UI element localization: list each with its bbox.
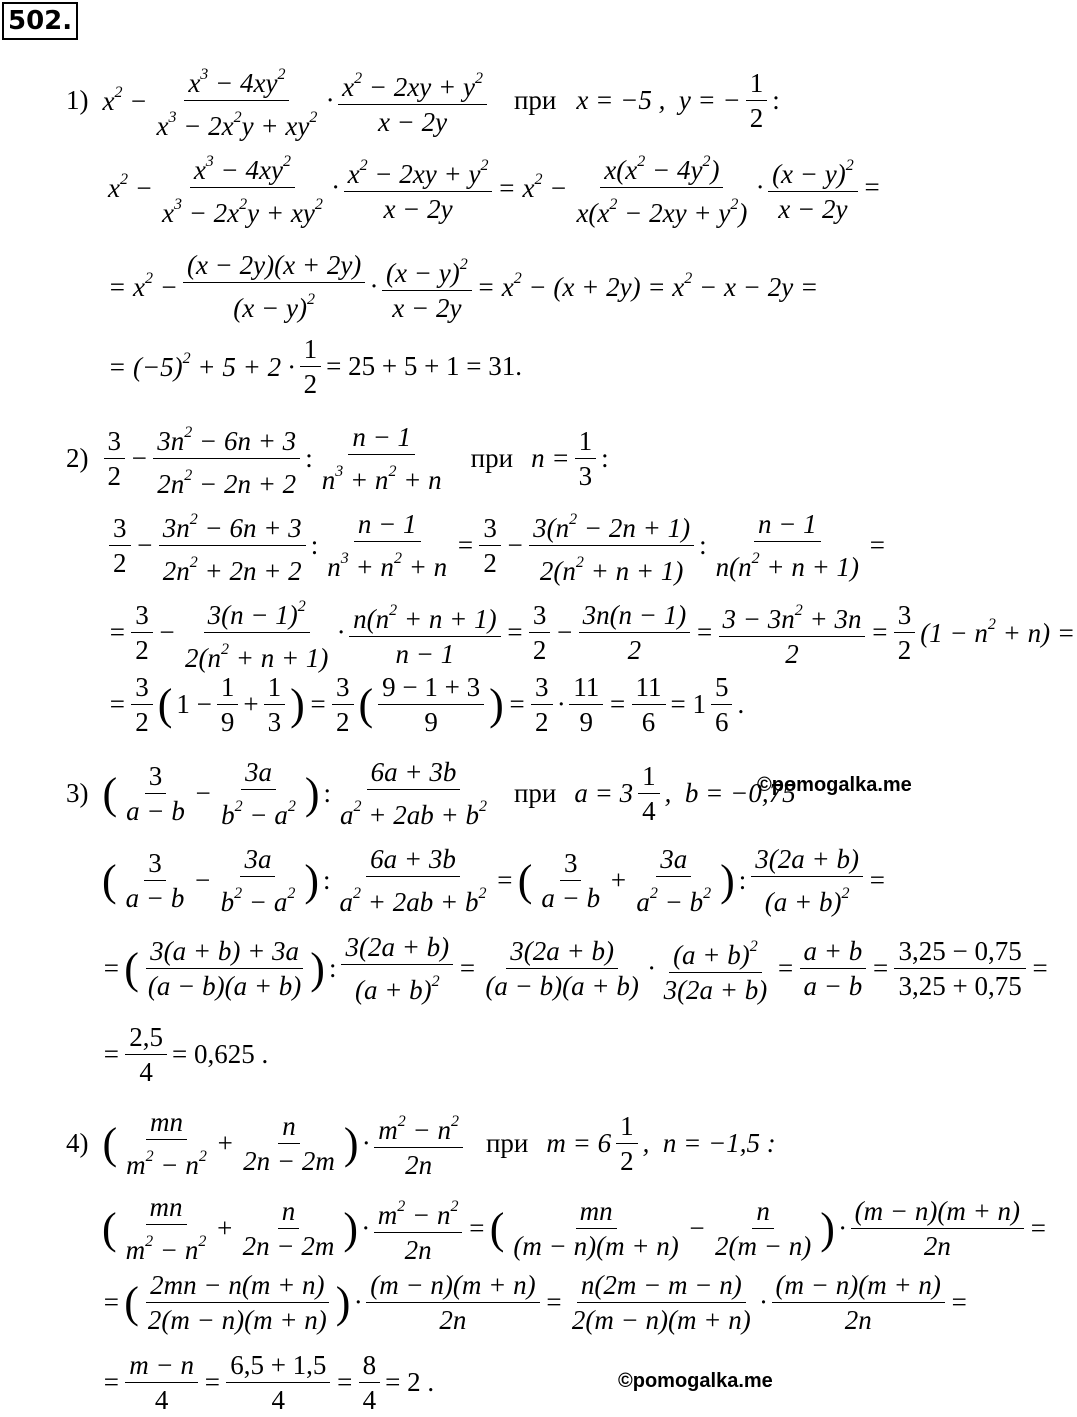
task-4-answer: = $\frac{m - n}{4}$ = $\frac{6,5 + 1,5}{4}$ = $\frac{8}{4}$ = 2 .	[102, 1350, 435, 1415]
task-4-step-1: ( $\frac{mn}{m^2 - n^2}$ + $\frac{n}{2n - 2m}$ ) · $\frac{m^2 - n^2}{2n}$ = ( $\frac{mn}{(m - n)(m + n)}$ − $\frac{n}{2(m - n)}$ ) · $\frac{(m - n)(m + n)}{2n}$ =	[102, 1192, 1048, 1265]
task-4-step-2: = ( $\frac{2mn - n(m + n)}{2(m - n)(m + n)}$ ) · $\frac{(m - n)(m + n)}{2n}$ = $\frac{n(2m - m - n)}{2(m - n)(m + n)}$ · $\frac{(m - n)(m + n)}{2n}$ =	[102, 1270, 969, 1335]
task-2-step-1: $\frac{3}{2}$ − $\frac{3n^2 - 6n + 3}{2n^2 + 2n + 2}$ : $\frac{n - 1}{n^3 + n^2 + n}$ = $\frac{3}{2}$ − $\frac{3(n^2 - 2n + 1)}{2(n^2 + n + 1)}$ : $\frac{n - 1}{n(n^2 + n + 1)}$ =	[106, 503, 888, 588]
word-when: при	[513, 85, 557, 115]
task-3-statement: 3) ( $\frac{3}{a - b}$ − $\frac{3a}{b^2 - a^2}$ ) : $\frac{6a + 3b}{a^2 + 2ab + b^2}$ при a = 3 $\frac{1}{4}$ , b = −0,75	[66, 757, 796, 830]
word-when: при	[485, 1128, 529, 1158]
task-1-answer: = $(-5)^2 + 5 + 2$ · $\frac{1}{2}$ = 25 + 5 + 1 = 31.	[108, 334, 523, 399]
part-label-3: 3)	[66, 778, 89, 808]
task-1-step-1: $x^2$ − $\frac{x^3 - 4xy^2}{x^3 - 2x^2y + xy^2}$ · $\frac{x^2 - 2xy + y^2}{x - 2y}$ = $x^2$ − $\frac{x(x^2 - 4y^2)}{x(x^2 - 2xy + y^2)}$ · $\frac{(x - y)^2}{x - 2y}$ =	[106, 145, 883, 230]
problem-number: 502.	[2, 2, 78, 40]
task-2-answer: = $\frac{3}{2}$ ( 1 − $\frac{1}{9}$ + $\frac{1}{3}$ ) = $\frac{3}{2}$ ( $\frac{9 - 1 + 3}{9}$ ) = $\frac{3}{2}$ · $\frac{11}{9}$ = $\frac{11}{6}$ = 1 $\frac{5}{6}$ .	[108, 672, 745, 737]
watermark: ©pomogalka.me	[618, 1370, 773, 1392]
task-3-step-1: ( $\frac{3}{a - b}$ − $\frac{3a}{b^2 - a^2}$ ) : $\frac{6a + 3b}{a^2 + 2ab + b^2}$ = ( $\frac{3}{a - b}$ + $\frac{3a}{a^2 - b^2}$ ) : $\frac{3(2a + b)}{(a + b)^2}$ =	[102, 844, 887, 917]
part-label-4: 4)	[66, 1128, 89, 1158]
word-when: при	[513, 778, 557, 808]
task-2-statement: 2) $\frac{3}{2}$ − $\frac{3n^2 - 6n + 3}{2n^2 - 2n + 2}$ : $\frac{n - 1}{n^3 + n^2 + n}$ при n = $\frac{1}{3}$ :	[66, 416, 611, 501]
task-3-step-2: = ( $\frac{3(a + b) + 3a}{(a - b)(a + b)}$ ) : $\frac{3(2a + b)}{(a + b)^2}$ = $\frac{3(2a + b)}{(a - b)(a + b)}$ · $\frac{(a + b)^2}{3(2a + b)}$ = $\frac{a + b}{a - b}$ = $\frac{3,25 - 0,75}{3,25 + 0,75}$ =	[102, 932, 1049, 1005]
word-when: при	[470, 443, 514, 473]
task-2-step-2: = $\frac{3}{2}$ − $\frac{3(n - 1)^2}{2(n^2 + n + 1)}$ · $\frac{n(n^2 + n + 1)}{n - 1}$ = $\frac{3}{2}$ − $\frac{3n(n - 1)}{2}$ = $\frac{3 - 3n^2 + 3n}{2}$ = $\frac{3}{2}$ $(1 - n^2 + n)$ =	[106, 590, 1077, 675]
task-1-step-2: = $x^2$ − $\frac{(x - 2y)(x + 2y)}{(x - y)^2}$ · $\frac{(x - y)^2}{x - 2y}$ = $x^2 - (x + 2y) = x^2 - x - 2y$ =	[108, 250, 819, 323]
part-label-2: 2)	[66, 443, 89, 473]
task-1-statement: 1) $x^2$ − $\frac{x^3 - 4xy^2}{x^3 - 2x^2y + xy^2}$ · $\frac{x^2 - 2xy + y^2}{x - 2y}$ при x = −5 , y = − $\frac{1}{2}$ :	[66, 58, 782, 143]
task-3-answer: = $\frac{2,5}{4}$ = 0,625 .	[102, 1022, 269, 1087]
part-label-1: 1)	[66, 85, 89, 115]
task-4-statement: 4) ( $\frac{mn}{m^2 - n^2}$ + $\frac{n}{2n - 2m}$ ) · $\frac{m^2 - n^2}{2n}$ при m = 6 $\frac{1}{2}$ , n = −1,5 :	[66, 1107, 776, 1180]
watermark: ©pomogalka.me	[757, 774, 912, 796]
